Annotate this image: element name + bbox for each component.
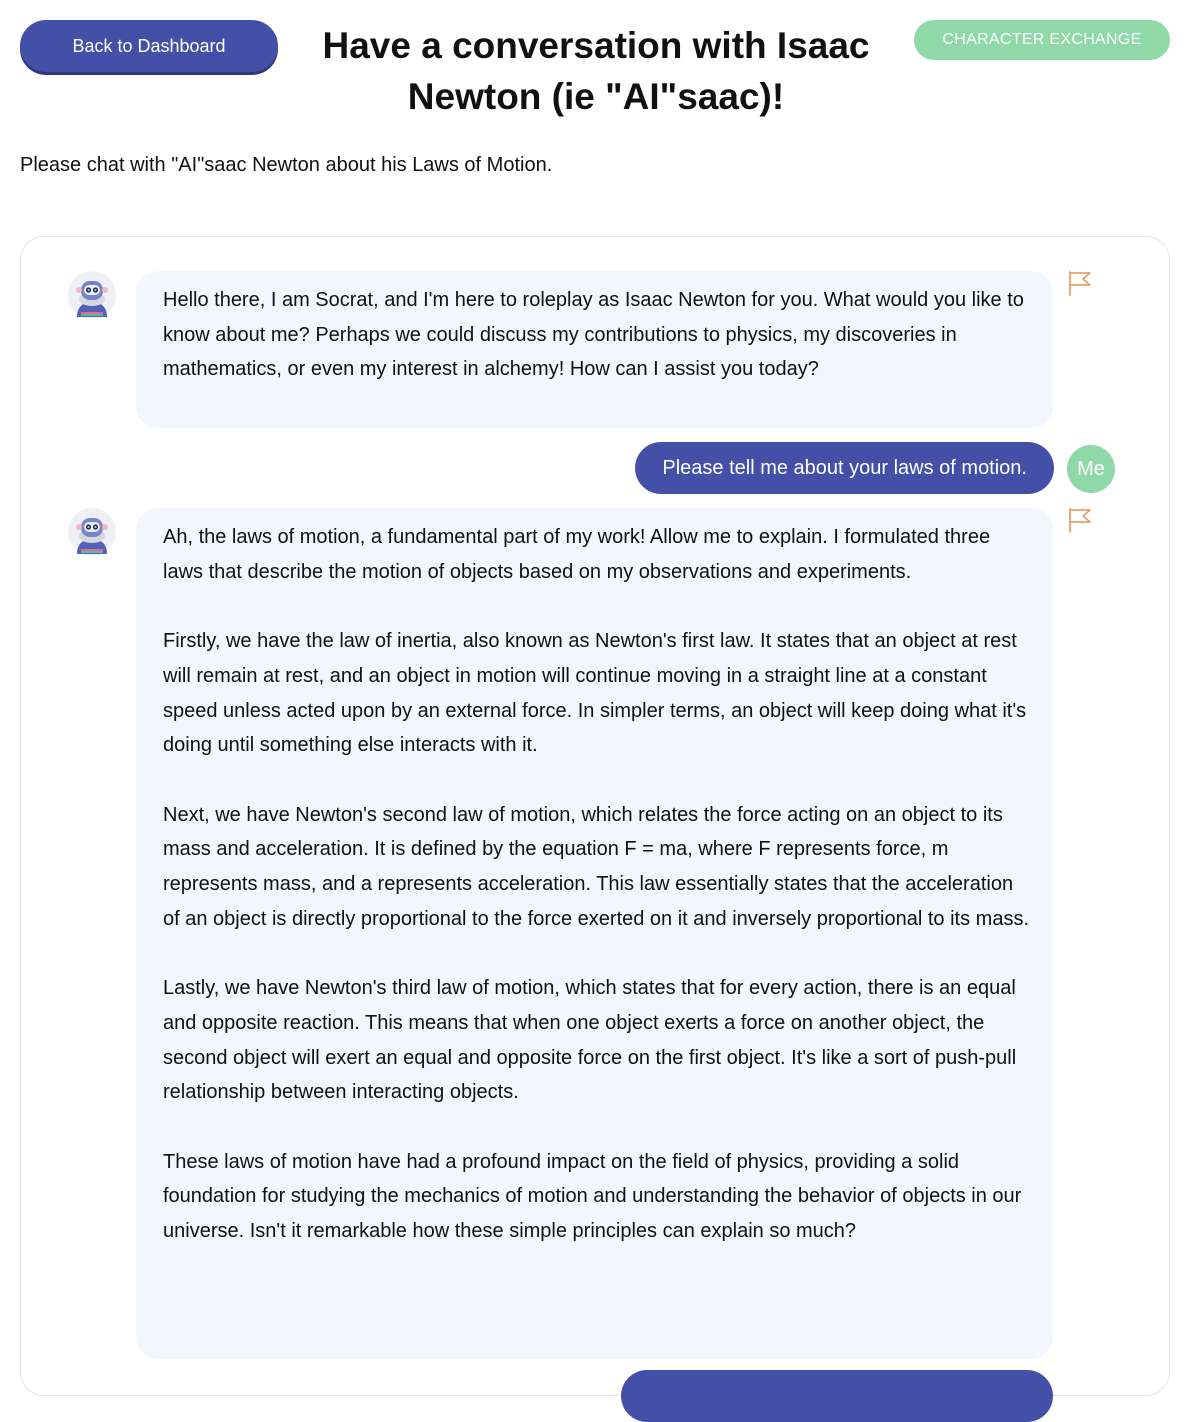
robot-avatar-icon (68, 508, 116, 556)
back-to-dashboard-button[interactable]: Back to Dashboard (20, 20, 278, 72)
bot-message (136, 271, 1053, 428)
page-title: Have a conversation with Isaac Newton (ie "AI"saac)! (322, 25, 870, 117)
robot-avatar-icon (68, 271, 116, 319)
flag-icon[interactable] (1066, 269, 1094, 297)
bot-message (136, 508, 1053, 1359)
page-instructions: Please chat with "AI"saac Newton about his Laws of Motion. (20, 154, 553, 176)
user-message-text: Please tell me about your laws of motion. (662, 457, 1027, 479)
user-message (635, 442, 1054, 494)
bot-message-text: Hello there, I am Socrat, and I'm here to roleplay as Isaac Newton for you. What would you like to know about me? Perhaps we could discuss my contributions to physics, my discoveries in mathematics, or even my interest in alchemy! How can I assist you today? (163, 289, 1030, 381)
chat-panel (20, 236, 1170, 1396)
user-message (621, 1370, 1053, 1422)
flag-icon[interactable] (1066, 506, 1094, 534)
character-exchange-button[interactable]: CHARACTER EXCHANGE (914, 20, 1170, 60)
bot-message-text: Ah, the laws of motion, a fundamental part of my work! Allow me to explain. I formulated three laws that describe the motion of objects based on my observations and experiments. Firstly, we have the law of inertia, also known as Newton's first law. It states that an object at rest will remain at rest, and an object in motion will continue moving in a straight line at a constant speed unless acted upon by an external force. In simpler terms, an object will keep doing what it's doing until something else interacts with it. Next, we have Newton's second law of motion, which relates the force acting on an object to its mass and acceleration. It is defined by the equation F = ma, where F represents force, m represents mass, and a represents acceleration. This law essentially states that the acceleration of an object is directly proportional to the force exerted on it and inversely proportional to its mass. Lastly, we have Newton's third law of motion, which states that for every action, there is an equal and opposite reaction. This means that when one object exerts a force on another object, the second object will exert an equal and opposite force on the first object. It's like a sort of push-pull relationship between interacting objects. These laws of motion have had a profound impact on the field of physics, providing a solid foundation for studying the mechanics of motion and understanding the behavior of objects in our universe. Isn't it remarkable how these simple principles can explain so much? (163, 526, 1030, 1243)
user-avatar: Me (1067, 445, 1115, 493)
